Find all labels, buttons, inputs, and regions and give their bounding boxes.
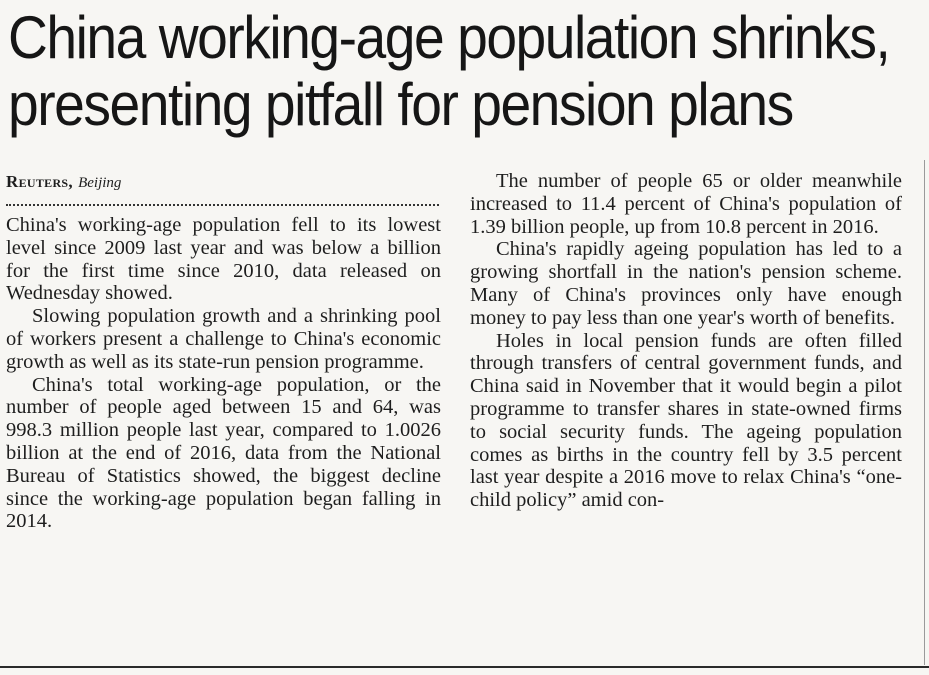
bottom-rule xyxy=(0,666,929,668)
paragraph: China's working-age population fell to its lowest level since 2009 last year and was below a billion for the first time since 2010, data released on Wednesday showed. xyxy=(6,214,441,305)
headline xyxy=(8,4,890,138)
left-column xyxy=(6,170,441,533)
byline-city: Beijing xyxy=(78,175,122,191)
headline-line-2: presenting pitfall for pension plans xyxy=(8,71,793,138)
dotted-divider xyxy=(6,204,439,206)
paragraph: Slowing population growth and a shrinking pool of workers present a challenge to China's economic growth as well as its state-run pension programme. xyxy=(6,305,441,373)
paragraph: The number of people 65 or older meanwhile increased to 11.4 percent of China's population of 1.39 billion people, up from 10.8 percent in 2016. xyxy=(470,170,902,238)
paragraph: China's total working-age population, or the number of people aged between 15 and 64, was 998.3 million people last year, compared to 1.0026 billion at the end of 2016, data from the National Bureau of Statistics showed, the biggest decline since the working-age population began falling in 2014. xyxy=(6,373,441,533)
byline xyxy=(6,170,441,194)
right-column xyxy=(470,170,902,512)
paragraph: Holes in local pension funds are often filled through transfers of central government funds, and China said in November that it would begin a pilot programme to transfer shares in state-owned firms to social security funds. The ageing population comes as births in the country fell by 3.5 percent last year despite a 2016 move to relax China's “one-child policy” amid con- xyxy=(470,329,902,512)
byline-agency: Reuters, xyxy=(6,172,73,191)
paragraph: China's rapidly ageing population has led to a growing shortfall in the nation's pension scheme. Many of China's provinces only have enough money to pay less than one year's worth of benefits. xyxy=(470,238,902,329)
headline-line-1: China working-age population shrinks, xyxy=(8,4,890,71)
column-edge-rule xyxy=(924,160,925,665)
